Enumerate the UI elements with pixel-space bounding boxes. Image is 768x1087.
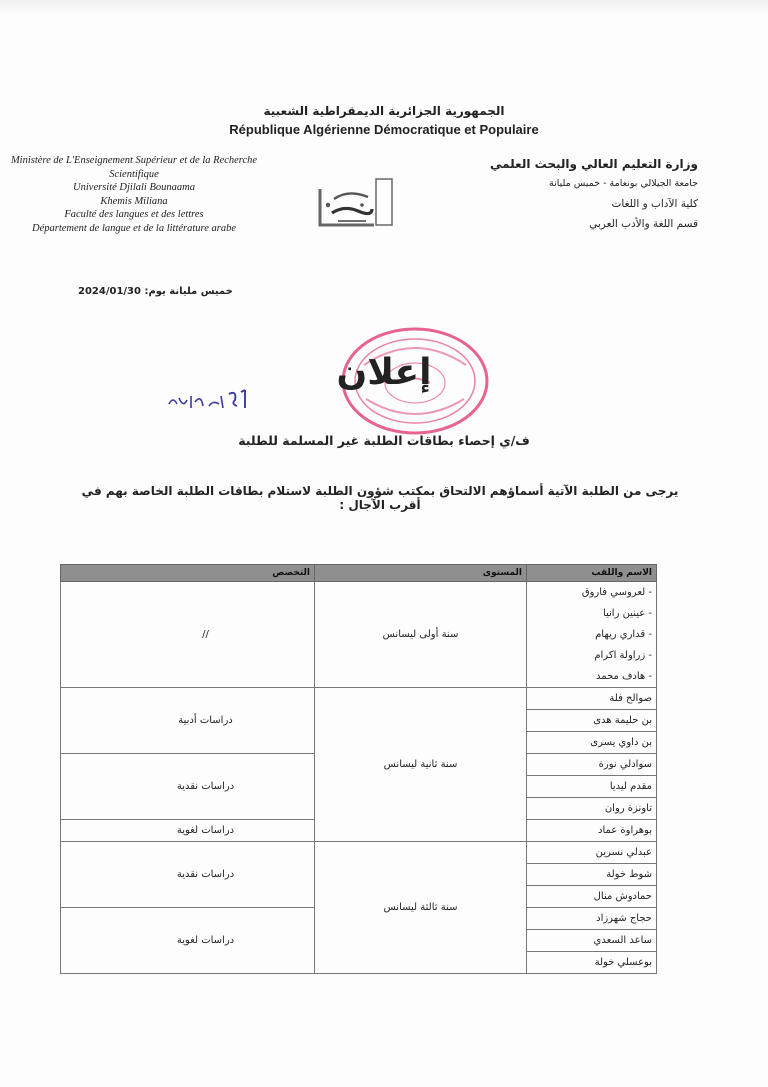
student-name: ساعد السعدي (527, 930, 657, 952)
student-name: بوعسلي خولة (527, 952, 657, 974)
table-header-row (61, 565, 657, 582)
ministry-line-fr: Ministère de L'Enseignement Supérieur et de la Recherche Scientifique (10, 155, 258, 180)
republic-title-fr: République Algérienne Démocratique et Populaire (229, 122, 539, 137)
student-name: حجاج شهرزاد (527, 908, 657, 930)
handwritten-date (165, 380, 257, 416)
university-logo (314, 175, 394, 233)
specialty-cell: دراسات أدبية (61, 688, 315, 754)
faculty-line-ar: كلية الآداب و اللغات (611, 198, 698, 210)
specialty-cell: دراسات نقدية (61, 754, 315, 820)
student-name: بن حليمة هدى (527, 710, 657, 732)
student-name: عبدلي نسرين (527, 842, 657, 864)
institution-block-ar (468, 154, 698, 234)
subtitle: ف/ي إحصاء بطاقات الطلبة غير المسلمة للطلبة (238, 433, 530, 448)
university-line-fr: Université Djilali Bounaama (73, 182, 195, 194)
student-name: - قداري ريهام (595, 629, 652, 640)
specialty-cell: دراسات لغوية (61, 908, 315, 974)
institution-block-fr (6, 154, 262, 236)
level-cell: سنة أولى ليسانس (315, 582, 527, 688)
header-level: المستوى (315, 565, 527, 582)
header-name: الاسم واللقب (527, 565, 657, 582)
republic-title-ar: الجمهورية الجزائرية الديمقراطية الشعبية (263, 104, 505, 118)
student-name: سوادلي نورة (527, 754, 657, 776)
department-line-ar: قسم اللغة والأدب العربي (589, 218, 698, 230)
student-name: حمادوش منال (527, 886, 657, 908)
student-name: - لعروسي فاروق (581, 587, 652, 598)
student-name-cell (527, 582, 657, 688)
faculty-line-fr: Faculté des langues et des lettres (64, 209, 204, 221)
notice-text: يرجى من الطلبة الآتية أسماؤهم الالتحاق بمكتب شؤون الطلبة لاستلام بطاقات الطلبة الخاصة بهم في أقرب الآجال : (81, 484, 679, 512)
specialty-cell: دراسات نقدية (61, 842, 315, 908)
student-name: صوالح فلة (527, 688, 657, 710)
scan-edge (0, 0, 768, 14)
header-specialty: التخصص (61, 565, 315, 582)
announcement-title: إعلان (336, 352, 432, 393)
ministry-line-ar: وزارة التعليم العالي والبحث العلمي (489, 157, 698, 171)
level-cell: سنة ثانية ليسانس (315, 688, 527, 842)
student-name: تاونزة روان (527, 798, 657, 820)
student-name: بوهراوة عماد (527, 820, 657, 842)
table-row (61, 842, 657, 864)
student-name: مقدم ليديا (527, 776, 657, 798)
date-line: خميس مليانة يوم: 2024/01/30 (78, 286, 233, 297)
student-name: - عينين رانيا (602, 608, 652, 619)
student-name: بن داوي يسرى (527, 732, 657, 754)
level-cell: سنة ثالثة ليسانس (315, 842, 527, 974)
university-line-ar: جامعة الجيلالي بونعامة - خميس مليانة (548, 178, 698, 189)
student-name: - زراولة اكرام (594, 650, 652, 661)
department-line-fr: Département de langue et de la littérature arabe (31, 222, 237, 234)
specialty-cell: // (61, 582, 315, 688)
student-name: - هادف محمد (596, 671, 652, 682)
students-table (60, 564, 657, 974)
student-name: شوط خولة (527, 864, 657, 886)
specialty-cell: دراسات لغوية (61, 820, 315, 842)
table-row (61, 688, 657, 710)
city-line-fr: Khemis Miliana (100, 195, 168, 207)
table-row (61, 582, 657, 688)
